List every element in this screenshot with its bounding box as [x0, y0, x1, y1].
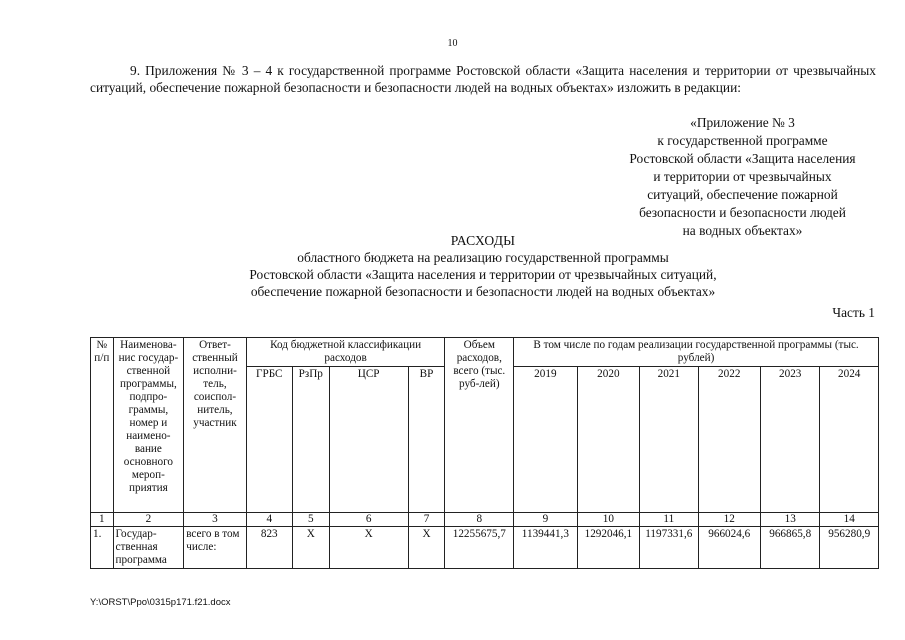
row-vr: X — [408, 527, 445, 569]
row-executor: всего в том числе: — [184, 527, 246, 569]
row-year-value: 966024,6 — [698, 527, 760, 569]
part-label: Часть 1 — [832, 305, 875, 320]
column-number: 6 — [329, 513, 408, 527]
column-number: 13 — [760, 513, 819, 527]
column-number: 8 — [445, 513, 514, 527]
appendix-line: безопасности и безопасности людей — [639, 205, 846, 220]
expenses-table — [90, 337, 879, 569]
row-name: Государ-ственная программа — [113, 527, 184, 569]
header-year: 2019 — [514, 367, 578, 513]
column-number: 7 — [408, 513, 445, 527]
document-title — [90, 232, 876, 300]
row-num: 1. — [91, 527, 114, 569]
row-year-value: 1197331,6 — [640, 527, 698, 569]
header-csr: ЦСР — [329, 367, 408, 513]
appendix-line: «Приложение № 3 — [690, 115, 795, 130]
intro-paragraph-text: 9. Приложения № 3 – 4 к государственной программе Ростовской области «Защита населения и территории от чрезвычайных ситуаций, обеспечение пожарной безопасности и безопасности людей на водных объектах» изложить в редакции: — [90, 63, 876, 95]
appendix-line: и территории от чрезвычайных — [653, 169, 832, 184]
intro-paragraph — [90, 62, 876, 96]
appendix-line: Ростовской области «Защита населения — [629, 151, 856, 166]
header-vr: ВР — [408, 367, 445, 513]
row-csr: X — [329, 527, 408, 569]
row-year-value: 1292046,1 — [577, 527, 639, 569]
appendix-header — [600, 114, 885, 240]
column-number: 11 — [640, 513, 698, 527]
column-number: 3 — [184, 513, 246, 527]
subtitle-line: Ростовской области «Защита населения и территории от чрезвычайных ситуаций, — [249, 267, 717, 282]
title-main: РАСХОДЫ — [450, 233, 516, 248]
header-rzpr: РзПр — [292, 367, 329, 513]
column-number: 4 — [246, 513, 292, 527]
column-number: 9 — [514, 513, 578, 527]
header-year: 2023 — [760, 367, 819, 513]
table-row — [91, 527, 879, 569]
row-year-value: 956280,9 — [820, 527, 879, 569]
column-number: 5 — [292, 513, 329, 527]
row-rzpr: X — [292, 527, 329, 569]
column-number: 12 — [698, 513, 760, 527]
header-year: 2021 — [640, 367, 698, 513]
header-year: 2020 — [577, 367, 639, 513]
header-code-group: Код бюджетной классификации расходов — [246, 338, 445, 367]
header-name: Наименова-нис государ-ственной программы, подпро-граммы, номер и наимено-вание основного мероп-приятия — [113, 338, 184, 513]
row-year-value: 966865,8 — [760, 527, 819, 569]
column-number: 10 — [577, 513, 639, 527]
header-row — [91, 338, 879, 367]
header-grbs: ГРБС — [246, 367, 292, 513]
row-total: 12255675,7 — [445, 527, 514, 569]
subtitle-line: областного бюджета на реализацию государственной программы — [297, 250, 669, 265]
column-number: 14 — [820, 513, 879, 527]
header-year: 2024 — [820, 367, 879, 513]
header-volume: Объем расходов, всего (тыс. руб-лей) — [445, 338, 514, 513]
subtitle-line: обеспечение пожарной безопасности и безопасности людей на водных объектах» — [250, 284, 716, 299]
file-path-footer: Y:\ORST\Ppo\0315p171.f21.docx — [90, 597, 231, 608]
column-number: 1 — [91, 513, 114, 527]
header-num: № п/п — [91, 338, 114, 513]
appendix-line: на водных объектах» — [682, 223, 803, 238]
page-number: 10 — [447, 38, 458, 49]
column-number: 2 — [113, 513, 184, 527]
header-years-group: В том числе по годам реализации государственной программы (тыс. рублей) — [514, 338, 879, 367]
appendix-line: ситуаций, обеспечение пожарной — [647, 187, 838, 202]
column-number-row — [91, 513, 879, 527]
row-grbs: 823 — [246, 527, 292, 569]
header-executor: Ответ-ственный исполни-тель, соиспол-нитель, участник — [184, 338, 246, 513]
appendix-line: к государственной программе — [657, 133, 828, 148]
header-year: 2022 — [698, 367, 760, 513]
row-year-value: 1139441,3 — [514, 527, 578, 569]
